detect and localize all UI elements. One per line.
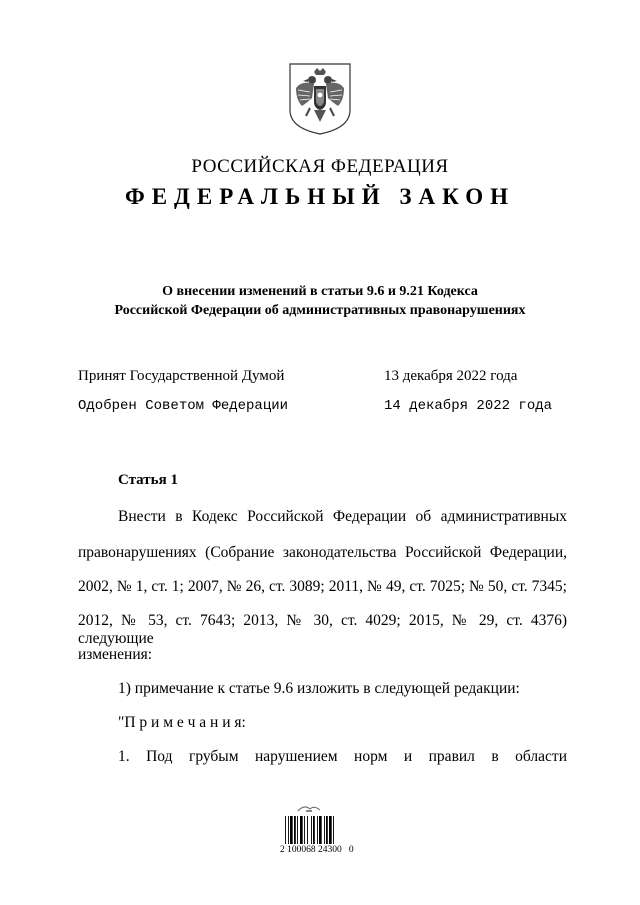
barcode-number: 2 100068 24300 0 <box>280 845 354 855</box>
paragraph-line: 2012, № 53, ст. 7643; 2013, № 30, ст. 4029; 2015, № 29, ст. 4376) следующие <box>78 612 567 647</box>
duma-date: 13 декабря 2022 года <box>384 368 518 384</box>
document-type: ФЕДЕРАЛЬНЫЙ ЗАКОН <box>124 184 516 209</box>
country-name: РОССИЙСКАЯ ФЕДЕРАЦИЯ <box>191 156 449 177</box>
barcode-icon <box>285 816 357 844</box>
law-title-line-1: О внесении изменений в статьи 9.6 и 9.21 Кодекса <box>162 284 478 299</box>
note-1: 1. Под грубым нарушением норм и правил в области <box>118 748 567 765</box>
coat-of-arms-icon <box>288 62 352 136</box>
paragraph-line: изменения: <box>78 646 153 663</box>
duma-label: Принят Государственной Думой <box>78 368 285 384</box>
barcode-block <box>280 802 366 860</box>
council-label: Одобрен Советом Федерации <box>78 398 289 414</box>
council-date: 14 декабря 2022 года <box>384 398 553 414</box>
printer-mark-icon <box>294 802 324 814</box>
article-heading: Статья 1 <box>118 472 178 488</box>
notes-heading: "П р и м е ч а н и я: <box>118 714 246 731</box>
paragraph-line: Внести в Кодекс Российской Федерации об административных <box>118 508 567 525</box>
law-title-line-2: Российской Федерации об административных правонарушениях <box>114 303 526 318</box>
paragraph-line: 2002, № 1, ст. 1; 2007, № 26, ст. 3089; 2011, № 49, ст. 7025; № 50, ст. 7345; <box>78 578 567 595</box>
list-item-1: 1) примечание к статье 9.6 изложить в следующей редакции: <box>118 680 520 697</box>
paragraph-line: правонарушениях (Собрание законодательства Российской Федерации, <box>78 544 567 561</box>
law-title <box>60 282 580 320</box>
